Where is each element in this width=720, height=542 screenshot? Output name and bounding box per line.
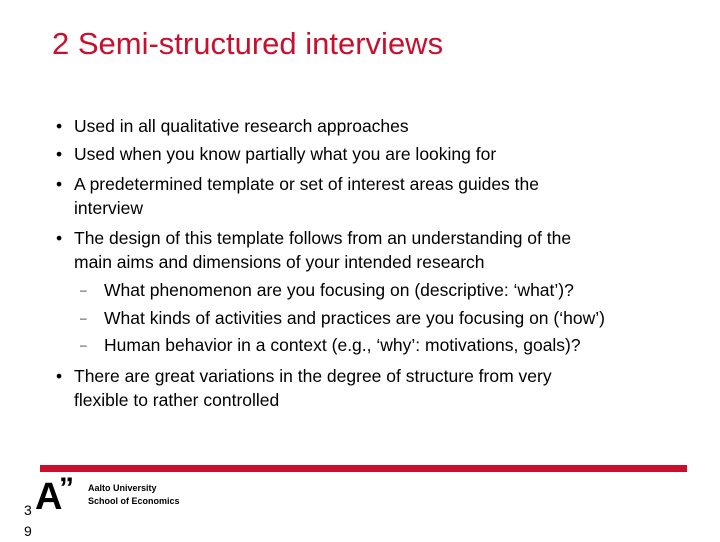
footer-divider	[40, 465, 687, 472]
slide-title: 2 Semi-structured interviews	[52, 26, 444, 61]
bullet-text-line: A predetermined template or set of interest areas guides the	[74, 174, 539, 194]
bullet-text-line: interview	[74, 198, 144, 218]
bullet-text-line: The design of this template follows from an understanding of the	[74, 228, 572, 248]
bullet-text: Used when you know partially what you are looking for	[74, 144, 497, 164]
page-number: 39	[24, 502, 32, 539]
logo-wordmark	[88, 482, 180, 508]
sub-bullet-text: Human behavior in a context (e.g., ‘why’: motivations, goals)?	[104, 335, 581, 355]
sub-bullet-text: What kinds of activities and practices are you focusing on (‘how’)	[104, 308, 605, 328]
bullet-text-line: main aims and dimensions of your intended research	[74, 252, 485, 272]
bullet-icon: •	[56, 228, 63, 248]
bullet-text: Used in all qualitative research approaches	[74, 116, 409, 136]
bullet-icon: •	[56, 174, 63, 194]
logo-line-school: School of Economics	[88, 496, 180, 506]
bullet-icon: •	[56, 144, 63, 164]
bullet-icon: •	[56, 116, 63, 136]
sub-bullet-text: What phenomenon are you focusing on (descriptive: ‘what’)?	[104, 280, 574, 300]
dash-icon: –	[80, 311, 87, 325]
dash-icon: –	[80, 283, 87, 297]
dash-icon: –	[80, 338, 87, 352]
logo-line-university: Aalto University	[88, 483, 157, 493]
bullet-text-line: flexible to rather controlled	[74, 390, 280, 410]
aalto-logo	[35, 472, 205, 518]
bullet-icon: •	[56, 366, 63, 386]
logo-quote-mark: ”	[59, 472, 74, 505]
bullet-text-line: There are great variations in the degree of structure from very	[74, 366, 552, 386]
logo-letter: A	[35, 476, 63, 518]
